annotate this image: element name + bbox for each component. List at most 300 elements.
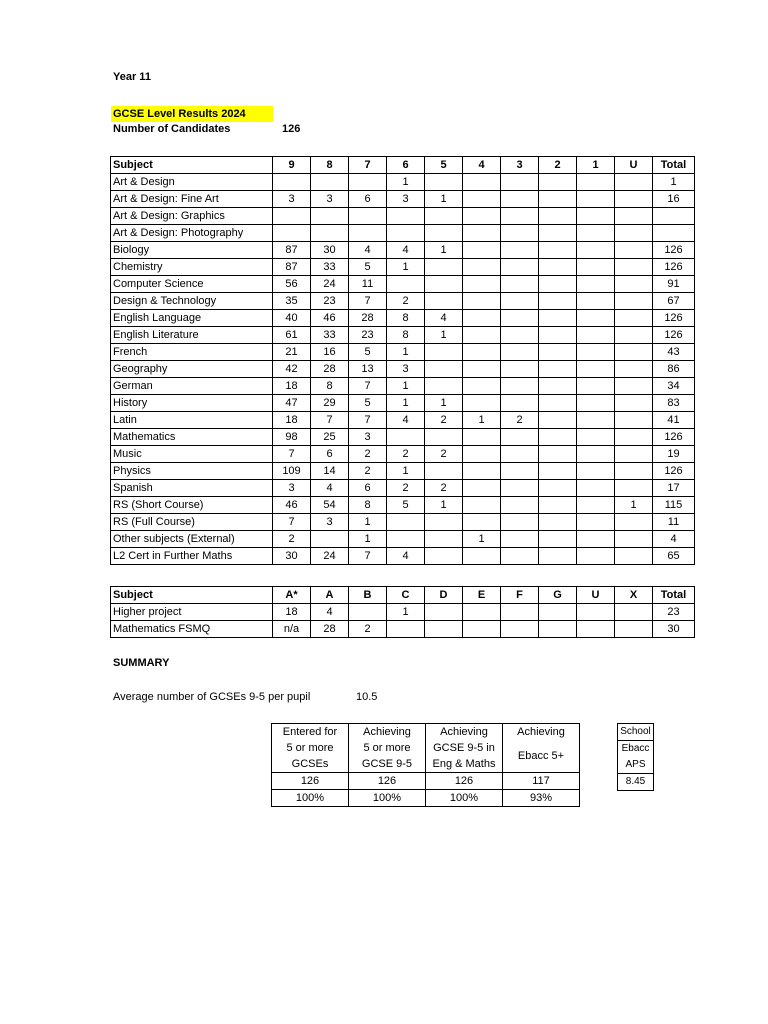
column-header: C bbox=[387, 587, 425, 604]
grade-count-cell bbox=[615, 174, 653, 191]
column-header: X bbox=[615, 587, 653, 604]
school-ebacc-table bbox=[617, 723, 654, 791]
grade-count-cell: 54 bbox=[311, 497, 349, 514]
grade-count-cell: 4 bbox=[349, 242, 387, 259]
column-header: 7 bbox=[349, 157, 387, 174]
table-row bbox=[111, 548, 695, 565]
table-row bbox=[111, 446, 695, 463]
subject-cell: Art & Design: Photography bbox=[111, 225, 273, 242]
grade-count-cell bbox=[425, 548, 463, 565]
grade-count-cell bbox=[425, 361, 463, 378]
grade-count-cell bbox=[577, 480, 615, 497]
grade-count-cell bbox=[501, 531, 539, 548]
grade-count-cell bbox=[463, 361, 501, 378]
grade-count-cell bbox=[463, 327, 501, 344]
grade-count-cell: 21 bbox=[273, 344, 311, 361]
column-header: U bbox=[615, 157, 653, 174]
grade-count-cell bbox=[501, 242, 539, 259]
grade-count-cell: n/a bbox=[273, 621, 311, 638]
grade-count-cell bbox=[273, 174, 311, 191]
grade-count-cell: 1 bbox=[349, 514, 387, 531]
table-row bbox=[111, 191, 695, 208]
column-header: E bbox=[463, 587, 501, 604]
grade-count-cell bbox=[539, 480, 577, 497]
grade-count-cell: 86 bbox=[653, 361, 695, 378]
col2-h3: GCSE 9-5 bbox=[349, 756, 426, 773]
grade-count-cell bbox=[577, 429, 615, 446]
grade-count-cell: 1 bbox=[387, 344, 425, 361]
grade-count-cell bbox=[539, 225, 577, 242]
grade-count-cell: 24 bbox=[311, 276, 349, 293]
grade-count-cell bbox=[425, 429, 463, 446]
column-header: 9 bbox=[273, 157, 311, 174]
grade-count-cell: 1 bbox=[425, 395, 463, 412]
grade-count-cell bbox=[539, 191, 577, 208]
table-row bbox=[111, 174, 695, 191]
column-header: 6 bbox=[387, 157, 425, 174]
grade-count-cell: 4 bbox=[425, 310, 463, 327]
grade-count-cell: 30 bbox=[653, 621, 695, 638]
grade-count-cell bbox=[501, 621, 539, 638]
subject-cell: History bbox=[111, 395, 273, 412]
grade-count-cell bbox=[577, 361, 615, 378]
grade-count-cell: 126 bbox=[653, 259, 695, 276]
column-header: 8 bbox=[311, 157, 349, 174]
grade-count-cell: 1 bbox=[425, 191, 463, 208]
grade-count-cell bbox=[463, 395, 501, 412]
grade-count-cell: 5 bbox=[349, 259, 387, 276]
column-header: B bbox=[349, 587, 387, 604]
subject-cell: French bbox=[111, 344, 273, 361]
grade-count-cell bbox=[577, 276, 615, 293]
grade-count-cell bbox=[349, 208, 387, 225]
subject-cell: English Language bbox=[111, 310, 273, 327]
col3-h3: Eng & Maths bbox=[426, 756, 503, 773]
grade-count-cell bbox=[615, 327, 653, 344]
column-header: 1 bbox=[577, 157, 615, 174]
col4-h2: Ebacc 5+ bbox=[503, 740, 580, 773]
table-row bbox=[111, 480, 695, 497]
grade-count-cell bbox=[577, 174, 615, 191]
grade-count-cell bbox=[615, 463, 653, 480]
grade-count-cell bbox=[425, 463, 463, 480]
school-h3: APS bbox=[618, 757, 654, 774]
grade-count-cell bbox=[501, 191, 539, 208]
grade-count-cell: 46 bbox=[273, 497, 311, 514]
grade-count-cell: 98 bbox=[273, 429, 311, 446]
grade-count-cell bbox=[539, 531, 577, 548]
grade-count-cell bbox=[463, 225, 501, 242]
grade-count-cell: 2 bbox=[273, 531, 311, 548]
grade-count-cell bbox=[539, 412, 577, 429]
grade-count-cell: 7 bbox=[349, 412, 387, 429]
grade-count-cell: 1 bbox=[463, 412, 501, 429]
grade-count-cell bbox=[349, 174, 387, 191]
grade-count-cell: 2 bbox=[349, 463, 387, 480]
grade-count-cell: 46 bbox=[311, 310, 349, 327]
grade-count-cell bbox=[577, 412, 615, 429]
school-value: 8.45 bbox=[618, 774, 654, 791]
grade-count-cell bbox=[539, 395, 577, 412]
grade-count-cell bbox=[425, 293, 463, 310]
grade-count-cell: 47 bbox=[273, 395, 311, 412]
column-header: U bbox=[577, 587, 615, 604]
grade-count-cell bbox=[539, 604, 577, 621]
grade-count-cell bbox=[501, 548, 539, 565]
grade-count-cell: 29 bbox=[311, 395, 349, 412]
grade-count-cell bbox=[463, 310, 501, 327]
grade-count-cell bbox=[501, 344, 539, 361]
grade-count-cell: 23 bbox=[349, 327, 387, 344]
subject-cell: Biology bbox=[111, 242, 273, 259]
grade-count-cell bbox=[577, 621, 615, 638]
table-row bbox=[111, 429, 695, 446]
grade-count-cell bbox=[463, 463, 501, 480]
grade-count-cell bbox=[425, 621, 463, 638]
table-row bbox=[111, 225, 695, 242]
subject-cell: L2 Cert in Further Maths bbox=[111, 548, 273, 565]
grade-count-cell: 17 bbox=[653, 480, 695, 497]
school-h2: Ebacc bbox=[618, 741, 654, 758]
grade-count-cell bbox=[577, 548, 615, 565]
grade-count-cell bbox=[463, 548, 501, 565]
grade-count-cell bbox=[615, 621, 653, 638]
grade-count-cell bbox=[539, 293, 577, 310]
table-row bbox=[111, 604, 695, 621]
grade-count-cell: 87 bbox=[273, 259, 311, 276]
grade-count-cell bbox=[615, 259, 653, 276]
grade-count-cell: 2 bbox=[349, 621, 387, 638]
grade-count-cell bbox=[615, 310, 653, 327]
grade-count-cell bbox=[615, 604, 653, 621]
grade-count-cell bbox=[539, 327, 577, 344]
grade-count-cell bbox=[501, 378, 539, 395]
subject-cell: German bbox=[111, 378, 273, 395]
grade-count-cell: 7 bbox=[349, 293, 387, 310]
grade-count-cell bbox=[615, 446, 653, 463]
grade-count-cell bbox=[539, 259, 577, 276]
grade-count-cell: 61 bbox=[273, 327, 311, 344]
grade-count-cell: 33 bbox=[311, 259, 349, 276]
grade-count-cell bbox=[577, 378, 615, 395]
grade-count-cell bbox=[311, 174, 349, 191]
column-header: D bbox=[425, 587, 463, 604]
grade-count-cell: 1 bbox=[387, 174, 425, 191]
grade-count-cell bbox=[615, 480, 653, 497]
grade-count-cell: 1 bbox=[615, 497, 653, 514]
grade-count-cell bbox=[615, 531, 653, 548]
col1-pct: 100% bbox=[272, 790, 349, 807]
summary-table bbox=[271, 723, 580, 807]
grade-count-cell: 19 bbox=[653, 446, 695, 463]
grade-count-cell: 4 bbox=[311, 480, 349, 497]
col1-h3: GCSEs bbox=[272, 756, 349, 773]
grade-count-cell bbox=[615, 429, 653, 446]
grade-count-cell: 30 bbox=[311, 242, 349, 259]
avg-value: 10.5 bbox=[356, 691, 378, 703]
grade-count-cell bbox=[615, 395, 653, 412]
year-label: Year 11 bbox=[113, 71, 151, 83]
table-row bbox=[111, 621, 695, 638]
grade-count-cell bbox=[653, 208, 695, 225]
grade-count-cell bbox=[387, 429, 425, 446]
table-row bbox=[111, 412, 695, 429]
grade-count-cell bbox=[311, 225, 349, 242]
grade-count-cell: 40 bbox=[273, 310, 311, 327]
grade-count-cell: 23 bbox=[653, 604, 695, 621]
grade-count-cell bbox=[425, 604, 463, 621]
grade-count-cell: 28 bbox=[311, 361, 349, 378]
column-header: G bbox=[539, 587, 577, 604]
grade-count-cell: 4 bbox=[653, 531, 695, 548]
grade-count-cell bbox=[463, 480, 501, 497]
grade-count-cell: 109 bbox=[273, 463, 311, 480]
grade-count-cell bbox=[577, 293, 615, 310]
column-header-subject: Subject bbox=[111, 587, 273, 604]
grade-count-cell bbox=[463, 446, 501, 463]
grade-count-cell bbox=[311, 208, 349, 225]
grade-count-cell: 30 bbox=[273, 548, 311, 565]
table-row bbox=[111, 514, 695, 531]
table-row bbox=[111, 242, 695, 259]
candidates-value: 126 bbox=[282, 123, 301, 135]
grade-count-cell bbox=[501, 361, 539, 378]
subject-cell: Spanish bbox=[111, 480, 273, 497]
subject-cell: Design & Technology bbox=[111, 293, 273, 310]
grade-count-cell bbox=[615, 514, 653, 531]
grade-count-cell bbox=[501, 208, 539, 225]
grade-count-cell bbox=[577, 344, 615, 361]
grade-count-cell bbox=[463, 429, 501, 446]
grade-count-cell bbox=[425, 276, 463, 293]
grade-count-cell bbox=[463, 293, 501, 310]
grade-count-cell bbox=[577, 531, 615, 548]
grade-count-cell: 1 bbox=[349, 531, 387, 548]
grade-count-cell bbox=[577, 191, 615, 208]
grade-count-cell: 2 bbox=[387, 446, 425, 463]
grade-count-cell: 65 bbox=[653, 548, 695, 565]
grade-count-cell: 1 bbox=[387, 463, 425, 480]
col4-count: 117 bbox=[503, 773, 580, 790]
grade-count-cell: 28 bbox=[349, 310, 387, 327]
grade-count-cell: 7 bbox=[349, 548, 387, 565]
grade-count-cell: 1 bbox=[387, 604, 425, 621]
grade-count-cell bbox=[539, 621, 577, 638]
grade-count-cell bbox=[615, 548, 653, 565]
column-header: 5 bbox=[425, 157, 463, 174]
subject-cell: Chemistry bbox=[111, 259, 273, 276]
grade-count-cell bbox=[539, 344, 577, 361]
grade-count-cell bbox=[463, 259, 501, 276]
grade-count-cell bbox=[273, 225, 311, 242]
grade-count-cell: 24 bbox=[311, 548, 349, 565]
grade-count-cell bbox=[387, 276, 425, 293]
grade-count-cell: 33 bbox=[311, 327, 349, 344]
grade-count-cell bbox=[577, 395, 615, 412]
col3-h1: Achieving bbox=[426, 724, 503, 741]
column-header: Total bbox=[653, 587, 695, 604]
grade-count-cell: 3 bbox=[387, 191, 425, 208]
subject-cell: RS (Short Course) bbox=[111, 497, 273, 514]
grade-count-cell bbox=[501, 446, 539, 463]
grade-count-cell: 3 bbox=[387, 361, 425, 378]
grade-count-cell: 28 bbox=[311, 621, 349, 638]
grade-count-cell: 41 bbox=[653, 412, 695, 429]
grade-count-cell: 2 bbox=[425, 480, 463, 497]
table-row bbox=[111, 531, 695, 548]
grade-count-cell bbox=[501, 429, 539, 446]
other-qualifications-table bbox=[110, 586, 695, 638]
grade-count-cell: 3 bbox=[273, 480, 311, 497]
grade-count-cell bbox=[425, 531, 463, 548]
grade-count-cell: 5 bbox=[349, 344, 387, 361]
grade-count-cell bbox=[577, 242, 615, 259]
subject-cell: Music bbox=[111, 446, 273, 463]
grade-count-cell bbox=[425, 174, 463, 191]
grade-count-cell: 16 bbox=[653, 191, 695, 208]
grade-count-cell bbox=[425, 514, 463, 531]
grade-count-cell bbox=[425, 378, 463, 395]
grade-count-cell: 2 bbox=[501, 412, 539, 429]
grade-count-cell bbox=[577, 208, 615, 225]
grade-count-cell: 7 bbox=[273, 446, 311, 463]
grade-count-cell: 1 bbox=[425, 497, 463, 514]
grade-count-cell: 115 bbox=[653, 497, 695, 514]
col4-pct: 93% bbox=[503, 790, 580, 807]
grade-count-cell bbox=[539, 429, 577, 446]
table-row bbox=[111, 293, 695, 310]
grade-count-cell: 6 bbox=[311, 446, 349, 463]
grade-count-cell bbox=[539, 446, 577, 463]
grade-count-cell bbox=[425, 259, 463, 276]
grade-count-cell bbox=[577, 310, 615, 327]
grade-count-cell bbox=[501, 497, 539, 514]
table-row bbox=[111, 344, 695, 361]
grade-count-cell: 8 bbox=[387, 310, 425, 327]
col2-count: 126 bbox=[349, 773, 426, 790]
grade-count-cell: 7 bbox=[273, 514, 311, 531]
grade-count-cell bbox=[501, 293, 539, 310]
subject-cell: Higher project bbox=[111, 604, 273, 621]
grade-count-cell bbox=[539, 276, 577, 293]
grade-count-cell bbox=[539, 548, 577, 565]
grade-count-cell bbox=[615, 293, 653, 310]
grade-count-cell bbox=[539, 378, 577, 395]
subject-cell: Latin bbox=[111, 412, 273, 429]
grade-count-cell bbox=[387, 531, 425, 548]
grade-count-cell bbox=[615, 208, 653, 225]
grade-count-cell bbox=[577, 604, 615, 621]
column-header: 3 bbox=[501, 157, 539, 174]
grade-count-cell bbox=[615, 276, 653, 293]
grade-count-cell bbox=[463, 174, 501, 191]
grade-count-cell: 6 bbox=[349, 480, 387, 497]
grade-count-cell bbox=[653, 225, 695, 242]
grade-count-cell bbox=[539, 361, 577, 378]
grade-count-cell: 18 bbox=[273, 378, 311, 395]
grade-count-cell bbox=[349, 604, 387, 621]
grade-count-cell bbox=[463, 344, 501, 361]
grade-count-cell: 5 bbox=[387, 497, 425, 514]
grade-count-cell bbox=[539, 208, 577, 225]
grade-count-cell bbox=[615, 191, 653, 208]
page-title: GCSE Level Results 2024 bbox=[111, 106, 273, 122]
grade-count-cell bbox=[615, 242, 653, 259]
grade-count-cell: 2 bbox=[425, 446, 463, 463]
grade-count-cell bbox=[463, 378, 501, 395]
grade-count-cell: 1 bbox=[425, 242, 463, 259]
table-row bbox=[111, 463, 695, 480]
grade-count-cell: 2 bbox=[387, 480, 425, 497]
grade-count-cell bbox=[577, 497, 615, 514]
grade-count-cell: 4 bbox=[311, 604, 349, 621]
grade-count-cell bbox=[501, 604, 539, 621]
column-header: 2 bbox=[539, 157, 577, 174]
table-row bbox=[111, 310, 695, 327]
subject-cell: English Literature bbox=[111, 327, 273, 344]
grade-count-cell bbox=[387, 208, 425, 225]
grade-count-cell: 2 bbox=[425, 412, 463, 429]
grade-count-cell: 2 bbox=[349, 446, 387, 463]
col1-h2: 5 or more bbox=[272, 740, 349, 756]
grade-count-cell: 13 bbox=[349, 361, 387, 378]
summary-heading: SUMMARY bbox=[113, 657, 170, 669]
grade-count-cell: 42 bbox=[273, 361, 311, 378]
grade-count-cell bbox=[425, 208, 463, 225]
gcse-results-table bbox=[110, 156, 695, 565]
grade-count-cell bbox=[501, 225, 539, 242]
grade-count-cell: 35 bbox=[273, 293, 311, 310]
grade-count-cell: 126 bbox=[653, 242, 695, 259]
grade-count-cell: 1 bbox=[653, 174, 695, 191]
grade-count-cell: 16 bbox=[311, 344, 349, 361]
col1-h1: Entered for bbox=[272, 724, 349, 741]
grade-count-cell: 2 bbox=[387, 293, 425, 310]
grade-count-cell bbox=[615, 225, 653, 242]
grade-count-cell: 4 bbox=[387, 242, 425, 259]
grade-count-cell: 34 bbox=[653, 378, 695, 395]
grade-count-cell: 14 bbox=[311, 463, 349, 480]
column-header: A* bbox=[273, 587, 311, 604]
subject-cell: Physics bbox=[111, 463, 273, 480]
grade-count-cell: 8 bbox=[349, 497, 387, 514]
grade-count-cell bbox=[425, 225, 463, 242]
table-row bbox=[111, 208, 695, 225]
grade-count-cell: 6 bbox=[349, 191, 387, 208]
grade-count-cell: 11 bbox=[653, 514, 695, 531]
grade-count-cell bbox=[463, 604, 501, 621]
col3-h2: GCSE 9-5 in bbox=[426, 740, 503, 756]
grade-count-cell bbox=[615, 378, 653, 395]
grade-count-cell bbox=[577, 327, 615, 344]
grade-count-cell: 7 bbox=[349, 378, 387, 395]
grade-count-cell: 1 bbox=[387, 259, 425, 276]
grade-count-cell bbox=[387, 621, 425, 638]
grade-count-cell bbox=[539, 514, 577, 531]
grade-count-cell bbox=[577, 463, 615, 480]
col2-h1: Achieving bbox=[349, 724, 426, 741]
grade-count-cell: 8 bbox=[311, 378, 349, 395]
grade-count-cell bbox=[539, 242, 577, 259]
grade-count-cell bbox=[463, 514, 501, 531]
table-row bbox=[111, 395, 695, 412]
grade-count-cell: 4 bbox=[387, 412, 425, 429]
table-row bbox=[111, 361, 695, 378]
column-header: F bbox=[501, 587, 539, 604]
grade-count-cell: 1 bbox=[463, 531, 501, 548]
grade-count-cell bbox=[539, 463, 577, 480]
grade-count-cell: 18 bbox=[273, 412, 311, 429]
